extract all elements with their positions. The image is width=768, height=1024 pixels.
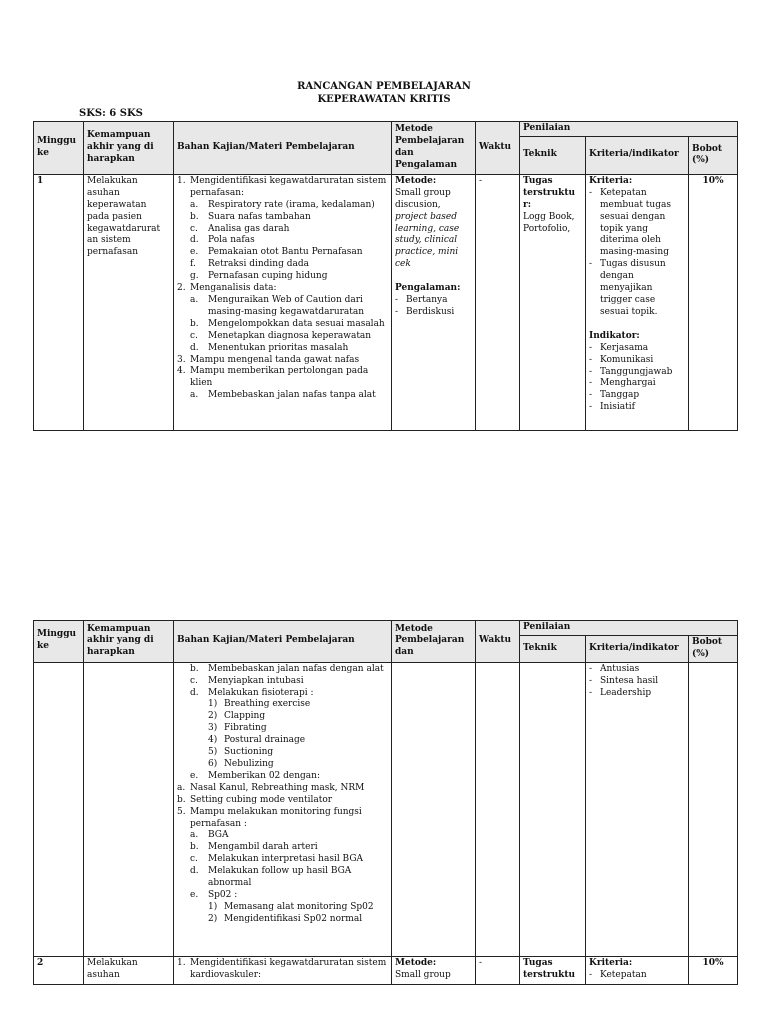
list-item: a. Respiratory rate (irama, kedalaman)	[190, 199, 375, 210]
header-penilaian: Penilaian	[520, 621, 738, 636]
list-item: b. Mengelompokkan data sesuai masalah	[190, 318, 385, 329]
list-item: b. Setting cubing mode ventilator	[177, 794, 333, 805]
metode-text: Small group discusion,	[395, 187, 451, 210]
list-item: - Komunikasi	[589, 354, 654, 365]
cell-metode	[392, 662, 476, 956]
cell-kemampuan: Melakukan asuhan	[84, 956, 174, 984]
cell-kemampuan	[84, 662, 174, 956]
list-item: 6) Nebulizing	[208, 758, 274, 769]
list-item: - Bertanya	[395, 295, 448, 306]
list-item: d. Melakukan fisioterapi :	[190, 687, 314, 698]
bahan-list	[177, 664, 388, 926]
cell-bahan	[174, 956, 392, 984]
list-item: a. Menguraikan Web of Caution dari masing-masing kegawatdaruratan	[190, 294, 365, 317]
list-item: 5. Mampu melakukan monitoring fungsi pernafasan :	[177, 806, 362, 829]
cell-metode	[392, 174, 476, 430]
list-item: a. Membebaskan jalan nafas tanpa alat	[190, 390, 376, 401]
cell-waktu: -	[476, 174, 520, 430]
cell-waktu: -	[476, 956, 520, 984]
list-item: f. Retraksi dinding dada	[190, 259, 309, 270]
list-item: - Sintesa hasil	[589, 675, 659, 686]
metode-text: Small group	[395, 969, 451, 980]
rps-table-page2	[33, 620, 738, 985]
kriteria-label: Kriteria:	[589, 957, 633, 968]
kriteria-list	[589, 188, 685, 319]
header-teknik: Teknik	[520, 136, 586, 174]
list-item: 1. Mengidentifikasi kegawatdaruratan sistem kardiovaskuler:	[177, 957, 387, 980]
list-item: e. Pemakaian otot Bantu Pernafasan	[190, 247, 363, 258]
cell-minggu: 2	[34, 956, 84, 984]
list-item: 3. Mampu mengenal tanda gawat nafas	[177, 354, 360, 365]
cell-kriteria	[586, 174, 689, 430]
cell-kriteria	[586, 662, 689, 956]
list-item: - Ketepatan	[589, 969, 647, 980]
list-item: - Ketepatan membuat tugas sesuai dengan topik yang diterima oleh masing-masing	[589, 187, 671, 258]
list-item: - Leadership	[589, 687, 652, 698]
list-item: d. Menentukan prioritas masalah	[190, 342, 349, 353]
teknik-text: Logg Book, Portofolio,	[523, 211, 575, 234]
cell-bahan	[174, 662, 392, 956]
metode-italic-text: project based learning, case study, clinical practice, mini cek	[395, 211, 460, 270]
list-item: - Tugas disusun dengan menyajikan trigger case sesuai topik.	[589, 259, 666, 317]
list-item: - Menghargai	[589, 378, 656, 389]
header-teknik: Teknik	[520, 635, 586, 662]
header-waktu: Waktu	[476, 621, 520, 663]
list-item: d. Pola nafas	[190, 235, 255, 246]
header-minggu: Minggu ke	[34, 621, 84, 663]
bahan-list	[177, 176, 388, 402]
cell-teknik	[520, 174, 586, 430]
list-item: 4) Postural drainage	[208, 735, 306, 746]
table-row	[34, 174, 738, 430]
cell-bobot: 10%	[689, 956, 738, 984]
list-item: a. BGA	[190, 830, 229, 841]
list-item: 5) Suctioning	[208, 747, 274, 758]
table-row	[34, 956, 738, 984]
document-title-line1: RANCANGAN PEMBELAJARAN	[297, 81, 471, 92]
header-metode: Metode Pembelajaran dan	[392, 621, 476, 663]
cell-bahan	[174, 174, 392, 430]
cell-kriteria	[586, 956, 689, 984]
header-waktu: Waktu	[476, 122, 520, 175]
list-item: a. Nasal Kanul, Rebreathing mask, NRM	[177, 782, 365, 793]
header-bobot: Bobot (%)	[689, 136, 738, 174]
list-item: 1) Breathing exercise	[208, 699, 311, 710]
list-item: b. Suara nafas tambahan	[190, 211, 311, 222]
cell-teknik	[520, 662, 586, 956]
metode-label: Metode:	[395, 957, 437, 968]
list-item: - Berdiskusi	[395, 306, 455, 317]
list-item: c. Menyiapkan intubasi	[190, 675, 304, 686]
list-item: - Tanggap	[589, 390, 640, 401]
header-kriteria: Kriteria/indikator	[586, 635, 689, 662]
list-item: 4. Mampu memberikan pertolongan pada klien	[177, 366, 369, 389]
table-row-continued	[34, 662, 738, 956]
teknik-label: Tugas terstruktu r:	[523, 175, 576, 210]
header-bobot: Bobot (%)	[689, 635, 738, 662]
cell-bobot: 10%	[689, 174, 738, 430]
header-bahan: Bahan Kajian/Materi Pembelajaran	[174, 122, 392, 175]
list-item: d. Melakukan follow up hasil BGA abnormal	[190, 866, 352, 889]
pengalaman-list	[395, 295, 472, 319]
kriteria-label: Kriteria:	[589, 175, 633, 186]
list-item: - Inisiatif	[589, 402, 635, 413]
list-item: 3) Fibrating	[208, 723, 267, 734]
pengalaman-label: Pengalaman:	[395, 283, 461, 294]
header-bahan: Bahan Kajian/Materi Pembelajaran	[174, 621, 392, 663]
indikator-list	[589, 343, 685, 414]
list-item: g. Pernafasan cuping hidung	[190, 271, 328, 282]
list-item: - Antusias	[589, 663, 640, 674]
list-item: 2) Mengidentifikasi Sp02 normal	[208, 913, 363, 924]
cell-minggu: 1	[34, 174, 84, 430]
list-item: e. Memberikan 02 dengan:	[190, 770, 320, 781]
list-item: 2) Clapping	[208, 711, 266, 722]
metode-label: Metode:	[395, 175, 437, 186]
document-title-line2: KEPERAWATAN KRITIS	[317, 94, 451, 105]
header-kemampuan: Kemampuan akhir yang di harapkan	[84, 122, 174, 175]
list-item: b. Membebaskan jalan nafas dengan alat	[190, 663, 384, 674]
list-item: e. Sp02 :	[190, 889, 238, 900]
list-item: - Kerjasama	[589, 342, 649, 353]
list-item: 2. Menganalisis data:	[177, 283, 277, 294]
header-kemampuan: Kemampuan akhir yang di harapkan	[84, 621, 174, 663]
list-item: b. Mengambil darah arteri	[190, 842, 318, 853]
cell-kemampuan: Melakukan asuhan keperawatan pada pasien kegawatdarurat an sistem pernafasan	[84, 174, 174, 430]
cell-metode	[392, 956, 476, 984]
cell-minggu	[34, 662, 84, 956]
cell-teknik: Tugas terstruktu	[520, 956, 586, 984]
rps-table-page1	[33, 121, 738, 431]
kriteria-list	[589, 664, 685, 700]
header-kriteria: Kriteria/indikator	[586, 136, 689, 174]
list-item: - Tanggungjawab	[589, 366, 673, 377]
list-item: c. Melakukan interpretasi hasil BGA	[190, 854, 364, 865]
header-penilaian: Penilaian	[520, 122, 738, 137]
sks-label: SKS: 6 SKS	[79, 108, 143, 119]
list-item: c. Analisa gas darah	[190, 223, 290, 234]
header-minggu: Minggu ke	[34, 122, 84, 175]
cell-waktu	[476, 662, 520, 956]
list-item: c. Menetapkan diagnosa keperawatan	[190, 330, 372, 341]
header-metode: Metode Pembelajaran dan Pengalaman	[392, 122, 476, 175]
list-item: 1) Memasang alat monitoring Sp02	[208, 901, 374, 912]
indikator-label: Indikator:	[589, 330, 640, 341]
list-item: 1. Mengidentifikasi kegawatdaruratan sistem pernafasan:	[177, 175, 387, 198]
cell-bobot	[689, 662, 738, 956]
